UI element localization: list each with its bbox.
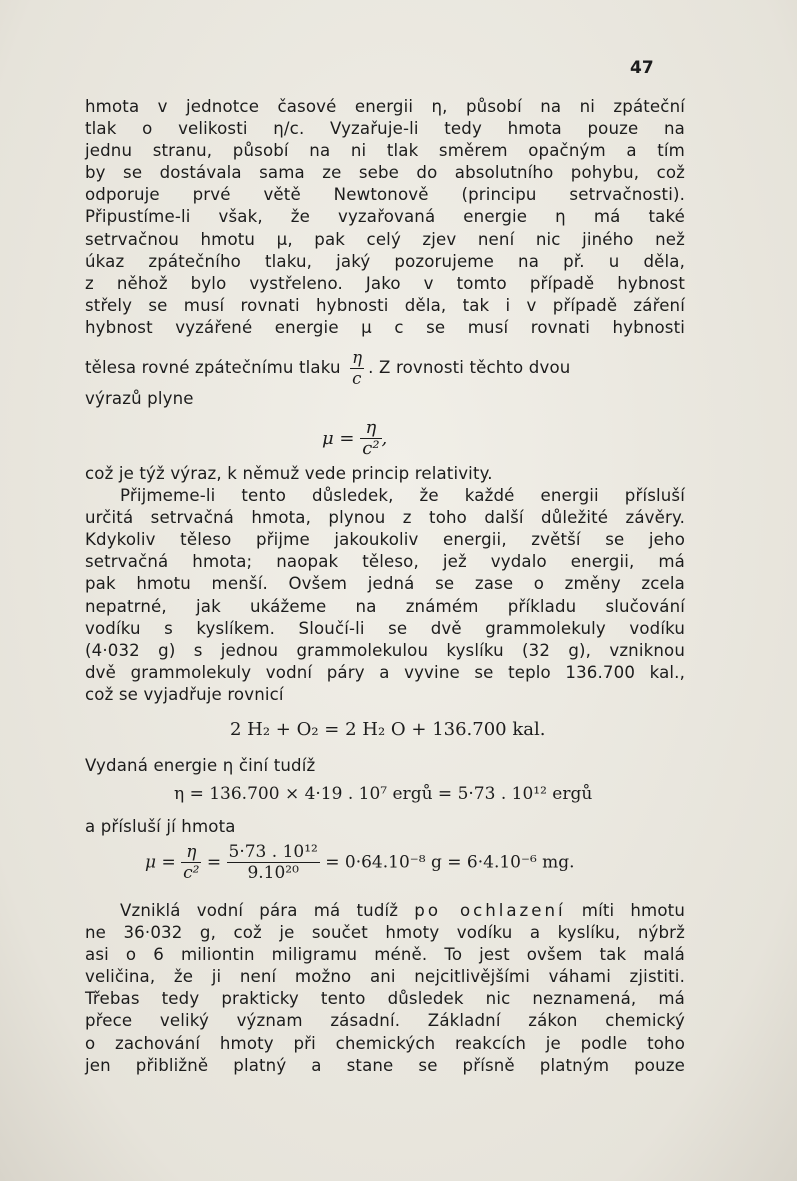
- fraction-denominator: c: [352, 369, 362, 388]
- text-line: Vydaná energie η činí tudíž: [85, 756, 316, 775]
- equation-reaction: 2 H₂ + O₂ = 2 H₂ O + 136.700 kal.: [230, 719, 546, 740]
- text-line: hmota v jednotce časové energii η, působí na ni zpáteční: [85, 97, 685, 116]
- text-line: úkaz zpátečního tlaku, jaký pozorujeme na př. u děla,: [85, 251, 685, 271]
- text-line: střely se musí rovnati hybnosti děla, tak i v případě záření: [85, 295, 685, 315]
- text-line: což se vyjadřuje rovnicí: [85, 685, 284, 704]
- fraction-denominator: 9.10²⁰: [247, 863, 299, 883]
- line-tlaku: [85, 348, 685, 389]
- equation-fraction: [360, 418, 381, 459]
- text-line: (4·032 g) s jednou grammolekulou kyslíku (32 g), vzniknou: [85, 640, 685, 660]
- fraction-eta-over-c: [350, 348, 364, 389]
- fraction-denominator: c²: [362, 438, 380, 459]
- text-line: [85, 900, 685, 922]
- equation-mass-energy: [322, 418, 387, 459]
- paragraph-3: [85, 900, 685, 1077]
- text-line: Třebas tedy prakticky tento důsledek nic neznamená, má: [85, 989, 685, 1009]
- text-line: a přísluší jí hmota: [85, 817, 236, 836]
- fraction-numerator: 5·73 . 10¹²: [228, 842, 318, 862]
- text-line: Připustíme-li však, že vyzařovaná energie η má také: [85, 207, 685, 227]
- text-line: veličina, že ji není možno ani nejcitlivějšími váhami zjistiti.: [85, 967, 685, 987]
- fraction-denominator: c²: [183, 863, 200, 883]
- text-line: což je týž výraz, k němuž vede princip relativity.: [85, 464, 493, 483]
- paragraph-2: [85, 463, 685, 684]
- text-fragment: . Z rovnosti těchto dvou: [368, 358, 571, 377]
- text-line: pak hmotu menší. Ovšem jedná se zase o změny zcela: [85, 574, 685, 594]
- fraction-numerator: η: [352, 348, 363, 367]
- text-line: jen přibližně platný a stane se přísně platným pouze: [85, 1055, 685, 1075]
- text-fragment: tělesa rovné zpátečnímu tlaku: [85, 358, 341, 377]
- equation-mass-result: [145, 842, 575, 883]
- text-fragment: Vzniklá vodní pára má tudíž: [120, 901, 399, 920]
- equation-energy: η = 136.700 × 4·19 . 10⁷ ergů = 5·73 . 10¹² ergů: [174, 784, 593, 804]
- text-line: Přijmeme-li tento důsledek, že každé energii přísluší: [120, 486, 685, 506]
- fraction-numerator: η: [360, 418, 381, 439]
- text-line: odporuje prvé větě Newtonově (principu setrvačnosti).: [85, 185, 685, 205]
- fraction-numerator: η: [181, 842, 201, 863]
- text-line: určitá setrvačná hmota, plynou z toho další důležité závěry.: [85, 508, 685, 528]
- equation-lhs: μ =: [322, 428, 355, 449]
- text-line: asi o 6 miliontin miligramu méně. To jest ovšem tak malá: [85, 945, 685, 965]
- equals-sign: =: [206, 852, 222, 873]
- text-line: tlak o velikosti η/c. Vyzařuje-li tedy hmota pouze na: [85, 119, 685, 139]
- equation-rest: = 0·64.10⁻⁸ g = 6·4.10⁻⁶ mg.: [325, 852, 575, 873]
- text-line: z něhož bylo vystřeleno. Jako v tomto případě hybnost: [85, 273, 685, 293]
- line-prislusi: [85, 816, 685, 838]
- page-number: 47: [630, 58, 654, 78]
- paragraph-1: [85, 96, 685, 339]
- text-line: jednu stranu, působí na ni tlak směrem opačným a tím: [85, 141, 685, 161]
- line-plyne: [85, 388, 685, 410]
- text-line: setrvačná hmota; naopak těleso, jež vydalo energii, má: [85, 552, 685, 572]
- text-line: výrazů plyne: [85, 389, 194, 408]
- text-line: dvě grammolekuly vodní páry a vyvine se teplo 136.700 kal.,: [85, 662, 685, 682]
- text-line: přece veliký význam zásadní. Základní zákon chemický: [85, 1011, 685, 1031]
- text-line: hybnost vyzářené energie μ c se musí rovnati hybnosti: [85, 317, 685, 337]
- text-line: Kdykoliv těleso přijme jakoukoliv energii, zvětší se jeho: [85, 530, 685, 550]
- equation-fraction-2: [227, 842, 320, 883]
- equation-fraction-1: [181, 842, 201, 883]
- line-vydana: [85, 755, 685, 777]
- text-line: by se dostávala sama ze sebe do absolutního pohybu, což: [85, 163, 685, 183]
- text-line: ne 36·032 g, což je součet hmoty vodíku a kyslíku, nýbrž: [85, 923, 685, 943]
- text-line: setrvačnou hmotu μ, pak celý zjev není nic jiného než: [85, 229, 685, 249]
- text-line: nepatrné, jak ukážeme na známém příkladu slučování: [85, 596, 685, 616]
- line-rovnici: [85, 684, 685, 706]
- emphasized-text: po ochlazení: [414, 901, 566, 920]
- text-line: o zachování hmoty při chemických reakcích je podle toho: [85, 1033, 685, 1053]
- equation-tail: ,: [381, 428, 388, 449]
- text-fragment: míti hmotu: [581, 901, 685, 920]
- text-line: vodíku s kyslíkem. Sloučí-li se dvě grammolekuly vodíku: [85, 618, 685, 638]
- equation-lhs: μ =: [145, 852, 176, 873]
